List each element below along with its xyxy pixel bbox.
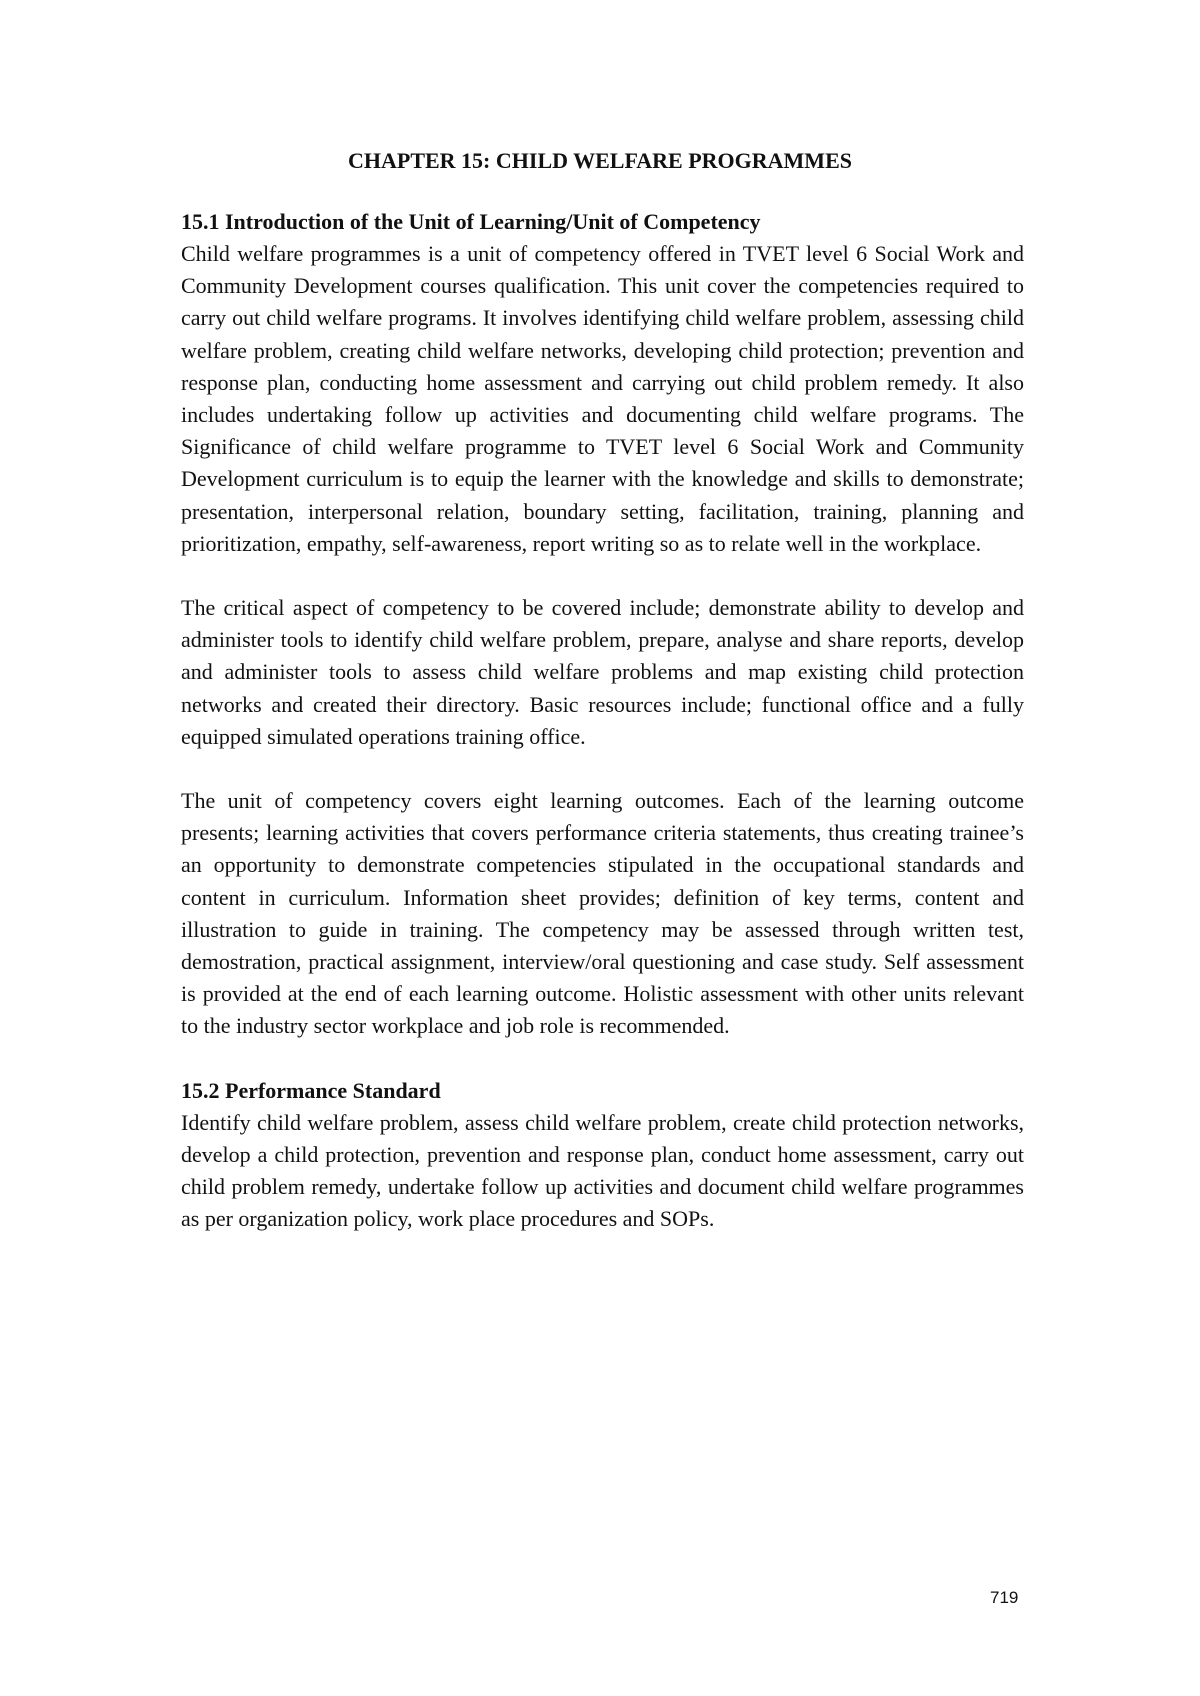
- paragraph-spacer: [181, 560, 1024, 592]
- paragraph-spacer: [181, 753, 1024, 785]
- chapter-title: CHAPTER 15: CHILD WELFARE PROGRAMMES: [348, 148, 852, 173]
- section-spacer: [181, 1043, 1024, 1075]
- paragraph: Identify child welfare problem, assess child welfare problem, create child protection networks, develop a child protection, prevention and response plan, conduct home assessment, carry out child problem remedy, undertake follow up activities and document child welfare programmes as per organization policy, work place procedures and SOPs.: [181, 1109, 1024, 1232]
- section-introduction: [181, 206, 1024, 1043]
- paragraph: Child welfare programmes is a unit of competency offered in TVET level 6 Social Work and Community Development courses qualification. This unit cover the competencies required to carry out child welfare programs. It involves identifying child welfare problem, assessing child welfare problem, creating child welfare networks, developing child protection; prevention and response plan, conducting home assessment and carrying out child problem remedy. It also includes undertaking follow up activities and documenting child welfare programs. The Significance of child welfare programme to TVET level 6 Social Work and Community Development curriculum is to equip the learner with the knowledge and skills to demonstrate; presentation, interpersonal relation, boundary setting, facilitation, training, planning and prioritization, empathy, self-awareness, report writing so as to relate well in the workplace.: [181, 241, 1024, 556]
- section-performance-standard: [181, 1075, 1024, 1236]
- paragraph: The critical aspect of competency to be covered include; demonstrate ability to develop and administer tools to identify child welfare problem, prepare, analyse and share reports, develop and administer tools to assess child welfare problems and map existing child protection networks and created their directory. Basic resources include; functional office and a fully equipped simulated operations training office.: [181, 595, 1024, 749]
- paragraph: The unit of competency covers eight learning outcomes. Each of the learning outcome presents; learning activities that covers performance criteria statements, thus creating trainee’s an opportunity to demonstrate competencies stipulated in the occupational standards and content in curriculum. Information sheet provides; definition of key terms, content and illustration to guide in training. The competency may be assessed through written test, demostration, practical assignment, interview/oral questioning and case study. Self assessment is provided at the end of each learning outcome. Holistic assessment with other units relevant to the industry sector workplace and job role is recommended.: [181, 788, 1024, 1039]
- page-content: [181, 206, 1024, 1235]
- section-heading: 15.2 Performance Standard: [181, 1077, 441, 1103]
- page-number: 719: [990, 1588, 1019, 1607]
- section-heading: 15.1 Introduction of the Unit of Learning/Unit of Competency: [181, 209, 761, 234]
